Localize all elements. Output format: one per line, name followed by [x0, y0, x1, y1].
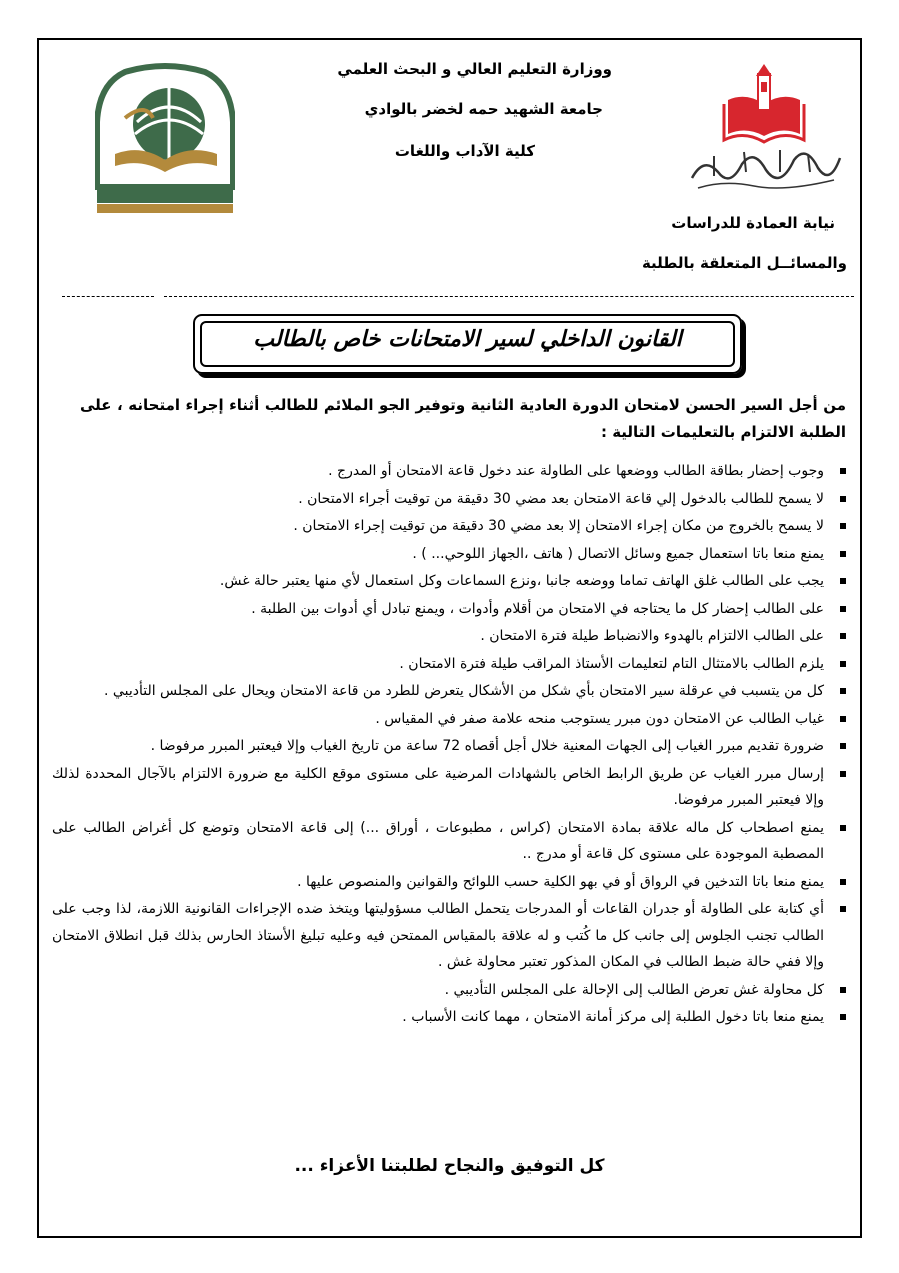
rule-text: كل من يتسبب في عرقلة سير الامتحان بأي شكل من الأشكال يتعرض للطرد من قاعة الامتحان ويحال على المجلس التأديبي . [104, 683, 824, 699]
bullet-icon [840, 987, 846, 993]
rule-text: يجب على الطالب غلق الهاتف تماما ووضعه جانبا ،ونزع السماعات وكل استعمال لأي منها يعتبر حالة غش. [219, 573, 824, 589]
rule-text: يمنع اصطحاب كل ماله علاقة بمادة الامتحان (كراس ، مطبوعات ، أوراق ...) إلى قاعة الامتحان وتوضع كل أغراض الطالب على المصطبة الموجودة على مستوى كل قاعة أو مدرج .. [52, 819, 824, 862]
bullet-icon [840, 606, 846, 612]
rule-text: أي كتابة على الطاولة أو جدران القاعات أو المدرجات يتحمل الطالب مسؤوليتها ويتخذ ضده الإجراءات القانونية اللازمة، لذا وجب على الطالب تجنب الجلوس إلى جانب كل ما كُتب و له علاقة بالمقياس الممتحن فيه وعليه تبليغ الأستاذ الحارس بذلك قبل انطلاق الامتحان وإلا ففي حالة ضبط الطالب في المكان المذكور تعتبر محاولة غش . [52, 901, 824, 970]
bullet-icon [840, 743, 846, 749]
rule-text: على الطالب إحضار كل ما يحتاجه في الامتحان من أقلام وأدوات ، ويمنع تبادل أي أدوات بين الطلبة . [251, 600, 824, 617]
university-logo-icon [95, 62, 235, 217]
rule-text: يمنع منعا باتا دخول الطلبة إلى مركز أمانة الامتحان ، مهما كانت الأسباب . [402, 1009, 824, 1025]
list-item [52, 706, 824, 733]
bullet-icon [840, 1014, 846, 1020]
title-box [193, 314, 742, 374]
bullet-icon [840, 661, 846, 667]
list-item [52, 1004, 824, 1031]
rule-text: لا يسمح للطالب بالدخول إلي قاعة الامتحان بعد مضي 30 دقيقة من توقيت أجراء الامتحان . [298, 490, 824, 507]
rule-text: غياب الطالب عن الامتحان دون مبرر يستوجب منحه علامة صفر في المقياس . [375, 710, 824, 727]
list-item [52, 651, 824, 678]
list-item [52, 678, 824, 705]
bullet-icon [840, 496, 846, 502]
closing-message: كل التوفيق والنجاح لطلبتنا الأعزاء ... [294, 1156, 605, 1176]
rule-text: يلزم الطالب بالامتثال التام لتعليمات الأستاذ المراقب طيلة فترة الامتحان . [399, 655, 824, 672]
rule-text: ضرورة تقديم مبرر الغياب إلى الجهات المعنية خلال أجل أقصاه 72 ساعة من تاريخ الغياب وإلا فيعتبر المبرر مرفوضا . [150, 738, 824, 754]
rule-text: لا يسمح بالخروج من مكان إجراء الامتحان إلا بعد مضي 30 دقيقة من توقيت إجراء الامتحان . [293, 518, 824, 534]
list-item [52, 568, 824, 595]
list-item [52, 896, 824, 976]
rules-list [52, 458, 824, 1032]
rule-text: يمنع منعا باتا استعمال جميع وسائل الاتصال ( هاتف ،الجهاز اللوحي... ) . [412, 545, 824, 562]
bullet-icon [840, 578, 846, 584]
bullet-icon [840, 468, 846, 474]
separator-line [62, 296, 154, 297]
list-item [52, 596, 824, 623]
list-item [52, 733, 824, 760]
list-item [52, 869, 824, 896]
university-name: جامعة الشهيد حمه لخضر بالوادي [364, 100, 603, 118]
deanery-line2: والمسائــل المتعلقة بالطلبة [641, 254, 847, 272]
separator-line [164, 296, 854, 297]
rule-text: وجوب إحضار بطاقة الطالب ووضعها على الطاولة عند دخول قاعة الامتحان أو المدرج . [328, 463, 824, 479]
bullet-icon [840, 523, 846, 529]
faculty-name: كلية الآداب واللغات [394, 142, 535, 160]
list-item [52, 486, 824, 513]
list-item [52, 977, 824, 1004]
list-item [52, 623, 824, 650]
bullet-icon [840, 906, 846, 912]
rule-text: يمنع منعا باتا التدخين في الرواق أو في بهو الكلية حسب اللوائح والقوانين والمنصوص عليها . [297, 873, 824, 890]
bullet-icon [840, 688, 846, 694]
rule-text: إرسال مبرر الغياب عن طريق الرابط الخاص بالشهادات المرضية على مستوى موقع الكلية مع ضرورة الالتزام بالآجال المحددة لذلك وإلا فيعتبر المبرر مرفوضا. [52, 765, 824, 808]
list-item [52, 541, 824, 568]
bullet-icon [840, 771, 846, 777]
bullet-icon [840, 825, 846, 831]
intro-paragraph: من أجل السير الحسن لامتحان الدورة العادية الثانية وتوفير الجو الملائم للطالب أثناء إجراء امتحانه ، على الطلبة الالتزام بالتعليمات التالية : [80, 396, 846, 441]
page-title: القانون الداخلي لسير الامتحانات خاص بالطالب [253, 326, 682, 352]
bullet-icon [840, 879, 846, 885]
bullet-icon [840, 716, 846, 722]
rule-text: على الطالب الالتزام بالهدوء والانضباط طيلة فترة الامتحان . [480, 628, 824, 644]
list-item [52, 513, 824, 540]
list-item [52, 458, 824, 485]
bullet-icon [840, 551, 846, 557]
faculty-logo-icon [684, 60, 846, 205]
bullet-icon [840, 633, 846, 639]
list-item [52, 761, 824, 814]
ministry-name: ووزارة التعليم العالي و البحث العلمي [337, 60, 612, 78]
deanery-line1: نيابة العمادة للدراسات [671, 214, 835, 232]
list-item [52, 815, 824, 868]
rule-text: كل محاولة غش تعرض الطالب إلى الإحالة على المجلس التأديبي . [444, 981, 824, 998]
